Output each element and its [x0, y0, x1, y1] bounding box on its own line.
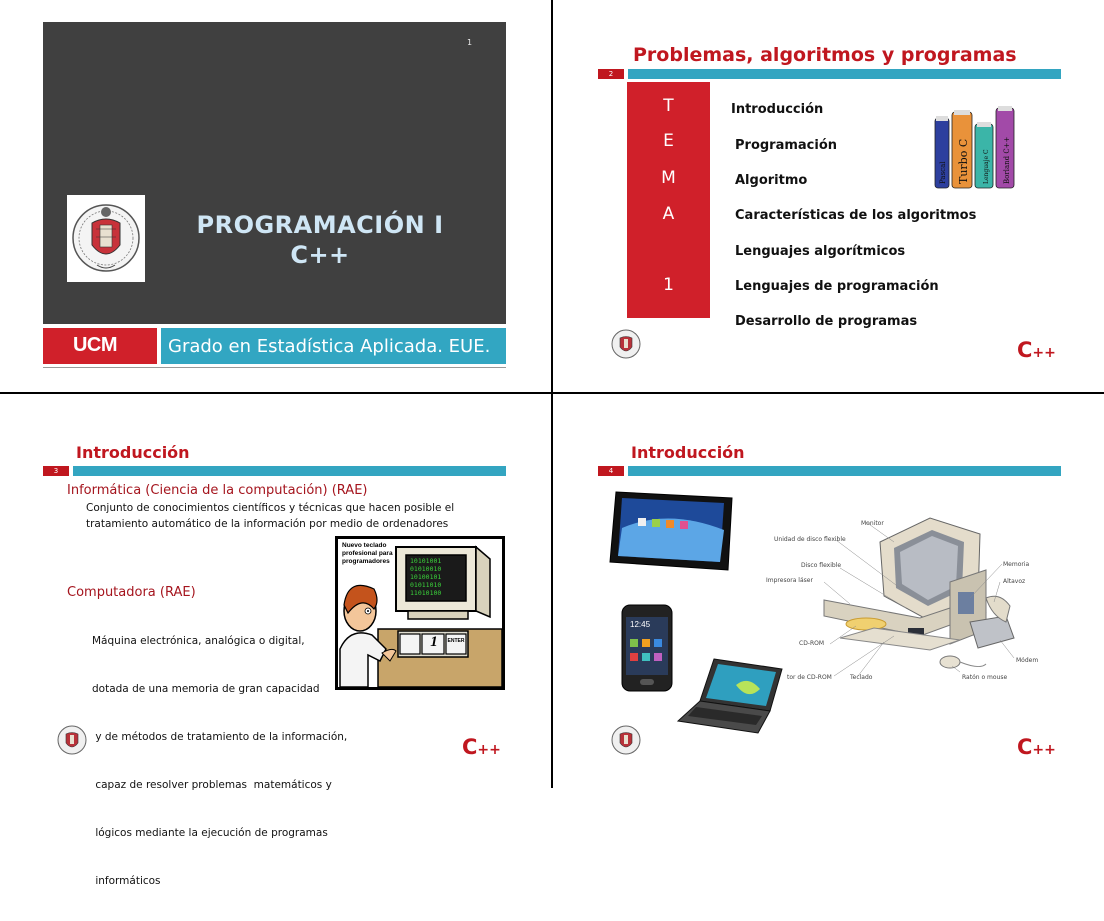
slide-number: 2: [598, 69, 624, 79]
cartoon-key-1: 1: [430, 634, 438, 650]
tema-letter: E: [663, 131, 674, 151]
tema-letter: A: [662, 204, 675, 224]
tema-letter: 1: [663, 275, 674, 295]
definition-line: Conjunto de conocimientos científicos y técnicas que hacen posible el: [86, 502, 455, 514]
book-title: Borland C++: [1003, 136, 1011, 184]
slide-number: 3: [43, 466, 69, 476]
cpp-logo: [462, 735, 501, 759]
pc-label-monitor: Monitor: [861, 520, 884, 527]
pc-label-memory: Memoria: [1003, 561, 1030, 568]
topic-item: Algoritmo: [735, 173, 808, 188]
cpp-logo-c: C: [462, 735, 478, 759]
topic-item: Lenguajes algorítmicos: [735, 244, 906, 259]
pc-label-speaker: Altavoz: [1003, 578, 1026, 585]
binary-line: 10101001: [410, 557, 442, 565]
title-bar: [73, 466, 506, 476]
book-title: Lenguaje C: [983, 149, 990, 184]
smartphone-icon: [620, 603, 674, 693]
cartoon-key-enter: ENTER: [447, 638, 465, 644]
phone-time: 12:45: [630, 620, 651, 629]
cpp-logo: [1017, 338, 1056, 362]
ucm-seal-icon: [611, 328, 641, 360]
slide-number: 1: [467, 38, 473, 47]
vertical-divider: [551, 0, 553, 788]
title-line-2: C++: [290, 241, 350, 269]
title-bar: [628, 466, 1061, 476]
tema-letter: M: [661, 168, 676, 188]
cpp-logo-plus: ++: [1032, 742, 1056, 758]
cpp-logo-plus: ++: [477, 742, 501, 758]
ucm-seal-icon: [611, 724, 641, 756]
horizontal-divider: [0, 392, 1104, 394]
cpp-logo: [1017, 735, 1056, 759]
definition-line: tratamiento automático de la información por medio de ordenadores: [86, 518, 449, 530]
pc-label-modem: Módem: [1016, 657, 1039, 664]
cpp-logo-plus: ++: [1032, 345, 1056, 361]
topic-item: Lenguajes de programación: [735, 279, 939, 294]
pc-label-keyboard: Teclado: [850, 674, 873, 681]
tema-letter: T: [663, 96, 674, 116]
slide-title: Introducción: [631, 443, 745, 462]
definition-line: y de métodos de tratamiento de la información,: [92, 731, 348, 743]
title-line-1: PROGRAMACIÓN I: [196, 211, 444, 239]
subtitle: Grado en Estadística Aplicada. EUE.: [168, 336, 491, 357]
binary-screen: [410, 557, 441, 597]
definition-heading: Computadora (RAE): [67, 585, 196, 600]
ucm-seal-icon: [67, 195, 145, 282]
cpp-logo-c: C: [1017, 735, 1033, 759]
book-title: Turbo C: [957, 138, 970, 184]
tablet-icon: [608, 488, 738, 574]
book-title: Pascal: [939, 161, 947, 184]
definition-heading: Informática (Ciencia de la computación) (RAE): [67, 483, 368, 498]
definition-text: [92, 601, 347, 921]
binary-line: 01010010: [410, 565, 442, 573]
laptop-icon: [676, 655, 786, 735]
binary-line: 10100101: [410, 573, 442, 581]
topic-item: Características de los algoritmos: [735, 208, 977, 223]
pc-label-cd-reader: tor de CD-ROM: [787, 674, 832, 681]
title-bar: [628, 69, 1061, 79]
pc-label-cdrom: CD-ROM: [799, 640, 825, 647]
binary-line: 01011010: [410, 581, 442, 589]
footer-line: [43, 367, 506, 368]
definition-line: capaz de resolver problemas matemáticos y: [92, 779, 332, 791]
definition-line: dotada de una memoria de gran capacidad: [92, 683, 320, 695]
slide-title: Problemas, algoritmos y programas: [633, 44, 1017, 66]
cartoon-caption: Nuevo teclado profesional para programadores: [342, 542, 393, 565]
topic-item: Programación: [735, 138, 838, 153]
definition-line: informáticos: [92, 875, 161, 887]
pc-label-printer: Impresora láser: [766, 577, 813, 584]
definition-line: lógicos mediante la ejecución de programas: [92, 827, 328, 839]
books-icon: [932, 106, 1018, 192]
binary-line: 11010100: [410, 589, 442, 597]
pc-label-floppy: Disco flexible: [801, 562, 842, 569]
definition-text: [86, 500, 454, 532]
topic-item: Desarrollo de programas: [735, 314, 918, 329]
cpp-logo-c: C: [1017, 338, 1033, 362]
presentation-title: [180, 210, 460, 270]
topic-item: Introducción: [731, 102, 824, 117]
ucm-seal-box: [67, 195, 145, 282]
definition-line: Máquina electrónica, analógica o digital,: [92, 635, 305, 647]
slide-number: 4: [598, 466, 624, 476]
ucm-label: UCM: [72, 334, 118, 356]
ucm-seal-icon: [57, 724, 87, 756]
slide-title: Introducción: [76, 443, 190, 462]
pc-label-mouse: Ratón o mouse: [962, 674, 1008, 681]
cartoon-image: [335, 536, 505, 690]
pc-label-floppy-unit: Unidad de disco flexible: [774, 536, 846, 543]
